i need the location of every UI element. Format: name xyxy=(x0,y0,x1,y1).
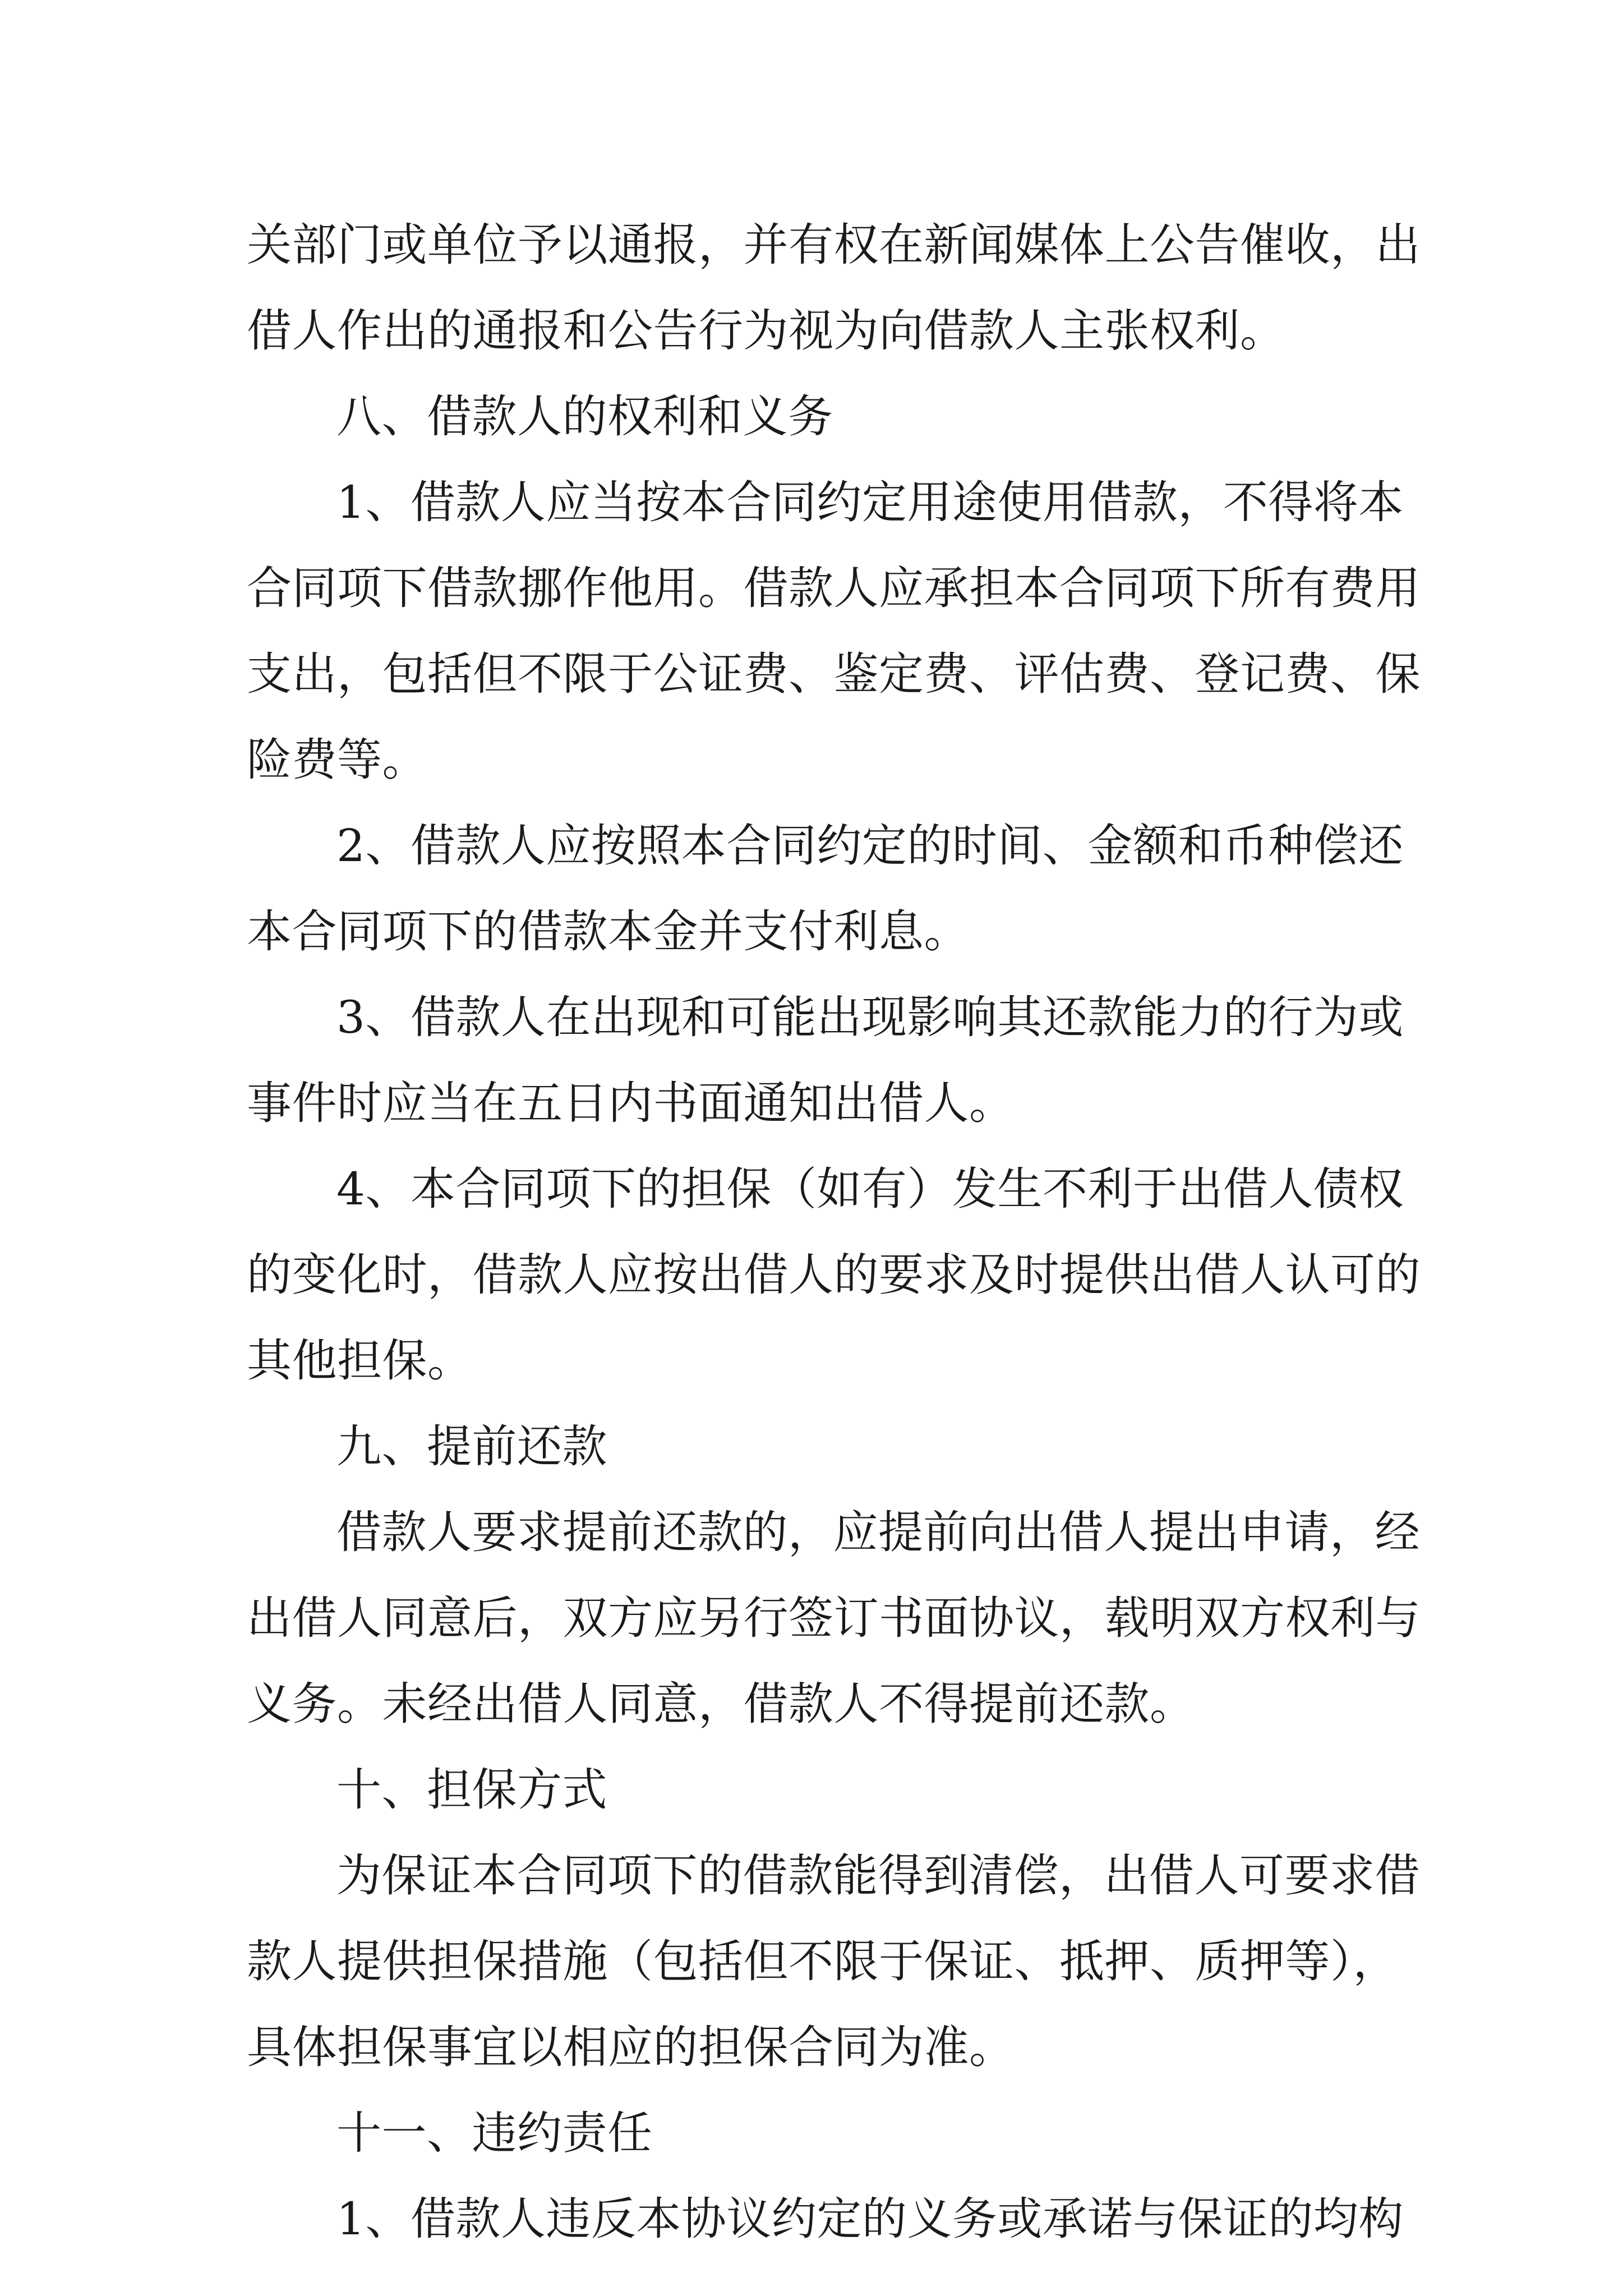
text-line: 4、本合同项下的担保（如有）发生不利于出借人债权 xyxy=(336,1163,1404,1215)
text-line: 1、借款人违反本协议约定的义务或承诺与保证的均构 xyxy=(336,2193,1404,2245)
text-line: 为保证本合同项下的借款能得到清偿，出借人可要求借 xyxy=(336,1849,1420,1902)
text-line: 借款人要求提前还款的，应提前向出借人提出申请，经 xyxy=(336,1506,1420,1558)
text-line: 具体担保事宜以相应的担保合同为准。 xyxy=(247,2021,1015,2073)
text-line: 出借人同意后，双方应另行签订书面协议，载明双方权利与 xyxy=(247,1592,1421,1644)
text-line: 1、借款人应当按本合同约定用途使用借款，不得将本 xyxy=(336,476,1404,528)
text-line: 本合同项下的借款本金并支付利息。 xyxy=(247,905,969,958)
section-heading: 十、担保方式 xyxy=(336,1764,607,1816)
text-line: 其他担保。 xyxy=(247,1335,473,1387)
text-line: 3、借款人在出现和可能出现影响其还款能力的行为或 xyxy=(336,991,1404,1043)
section-heading: 十一、违约责任 xyxy=(336,2107,653,2159)
text-line: 合同项下借款挪作他用。借款人应承担本合同项下所有费用 xyxy=(247,562,1421,614)
text-line: 的变化时，借款人应按出借人的要求及时提供出借人认可的 xyxy=(247,1249,1421,1301)
text-line: 2、借款人应按照本合同约定的时间、金额和币种偿还 xyxy=(336,820,1404,872)
document-body xyxy=(247,202,1421,2262)
text-line: 支出，包括但不限于公证费、鉴定费、评估费、登记费、保 xyxy=(247,648,1421,700)
text-line: 险费等。 xyxy=(247,734,427,786)
section-heading: 八、借款人的权利和义务 xyxy=(336,390,833,443)
text-line: 事件时应当在五日内书面通知出借人。 xyxy=(247,1077,1015,1129)
text-line: 款人提供担保措施（包括但不限于保证、抵押、质押等）， xyxy=(247,1935,1398,1987)
text-line: 义务。未经出借人同意，借款人不得提前还款。 xyxy=(247,1678,1195,1730)
section-heading: 九、提前还款 xyxy=(336,1420,607,1473)
text-line: 关部门或单位予以通报，并有权在新闻媒体上公告催收，出 xyxy=(247,219,1421,271)
text-line: 借人作出的通报和公告行为视为向借款人主张权利。 xyxy=(247,305,1285,357)
